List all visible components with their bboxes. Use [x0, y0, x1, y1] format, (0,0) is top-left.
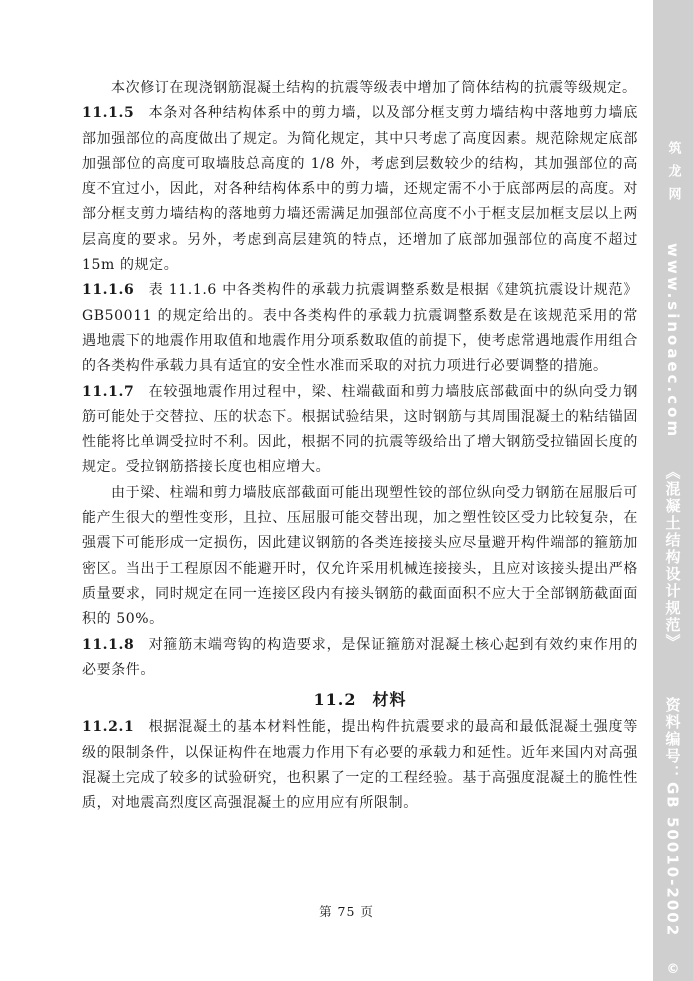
sidebar-site-url: www.sinoaec.com [664, 242, 682, 440]
copyright-icon: © [665, 962, 681, 977]
page-number: 第 75 页 [319, 904, 374, 919]
heading-title: 材料 [372, 690, 407, 710]
section-11-1-5 [82, 101, 638, 278]
section-11-1-8 [82, 633, 638, 684]
section-number: 11.1.5 [82, 105, 135, 122]
section-number: 11.2.1 [82, 719, 135, 736]
watermark-sidebar [653, 0, 693, 981]
paragraph-continuation [82, 481, 638, 633]
section-number: 11.1.6 [82, 282, 135, 299]
paragraph-text: 本次修订在现浇钢筋混凝土结构的抗震等级表中增加了筒体结构的抗震等级规定。 [111, 80, 637, 96]
sidebar-doc-code: 资料编号：GB 50010-2002 [663, 697, 682, 938]
section-heading-11-2 [82, 687, 638, 712]
heading-number: 11.2 [313, 690, 357, 710]
document-body [82, 76, 638, 817]
paragraph-text: 在较强地震作用过程中，梁、柱端截面和剪力墙肢底部截面中的纵向受力钢筋可能处于交替拉、压的状态下。根据试验结果，这时钢筋与其周围混凝土的粘结锚固性能将比单调受拉时不利。因此，根据不同的抗震等级给出了增大钢筋受拉锚固长度的规定。受拉钢筋搭接长度也相应增大。 [82, 383, 638, 476]
paragraph-text: 本条对各种结构体系中的剪力墙，以及部分框支剪力墙结构中落地剪力墙底部加强部位的高度做出了规定。为简化规定，其中只考虑了高度因素。规范除规定底部加强部位的高度可取墙肢总高度的 1/8 外，考虑到层数较少的结构，其加强部位的高度不宜过小，因此，对各种结构体系中的剪力墙，还规定需不小于底部两层的高度。对部分框支剪力墙结构的落地剪力墙还需满足加强部位高度不小于框支层加框支层以上两层高度的要求。另外，考虑到高层建筑的特点，还增加了底部加强部位的高度不超过 15m 的规定。 [82, 105, 638, 274]
paragraph-text: 根据混凝土的基本材料性能，提出构件抗震要求的最高和最低混凝土强度等级的限制条件，以保证构件在地震力作用下有必要的承载力和延性。近年来国内对高强混凝土完成了较多的试验研究，也积累了一定的工程经验。基于高强度混凝土的脆性性质，对地震高烈度区高强混凝土的应用应有所限制。 [82, 719, 638, 812]
section-11-1-6 [82, 278, 638, 379]
paragraph-text: 由于梁、柱端和剪力墙肢底部截面可能出现塑性铰的部位纵向受力钢筋在屈服后可能产生很大的塑性变形，且拉、压屈服可能交替出现，加之塑性铰区受力比较复杂，在强震下可能形成一定损伤，因此建议钢筋的各类连接接头应尽量避开构件端部的箍筋加密区。当出于工程原因不能避开时，仅允许采用机械连接接头，且应对该接头提出严格质量要求，同时规定在同一连接区段内有接头钢筋的截面面积不应大于全部钢筋截面面积的 50%。 [82, 484, 638, 628]
sidebar-book-title: 《混凝土结构设计规范》 [663, 463, 682, 651]
paragraph-intro [82, 76, 638, 101]
section-11-1-7 [82, 380, 638, 481]
section-number: 11.1.7 [82, 383, 135, 400]
sidebar-site-name: 筑龙网 [665, 140, 681, 210]
section-number: 11.1.8 [82, 636, 135, 653]
paragraph-text: 表 11.1.6 中各类构件的承载力抗震调整系数是根据《建筑抗震设计规范》GB50011 的规定给出的。表中各类构件的承载力抗震调整系数是在该规范采用的常遇地震下的地震作用取值和地震作用分项系数取值的前提下，使考虑常遇地震作用组合的各类构件承载力具有适宜的安全性水准而采取的对抗力项进行必要调整的措施。 [82, 282, 638, 375]
section-11-2-1 [82, 715, 638, 816]
paragraph-text: 对箍筋末端弯钩的构造要求，是保证箍筋对混凝土核心起到有效约束作用的必要条件。 [82, 636, 638, 678]
